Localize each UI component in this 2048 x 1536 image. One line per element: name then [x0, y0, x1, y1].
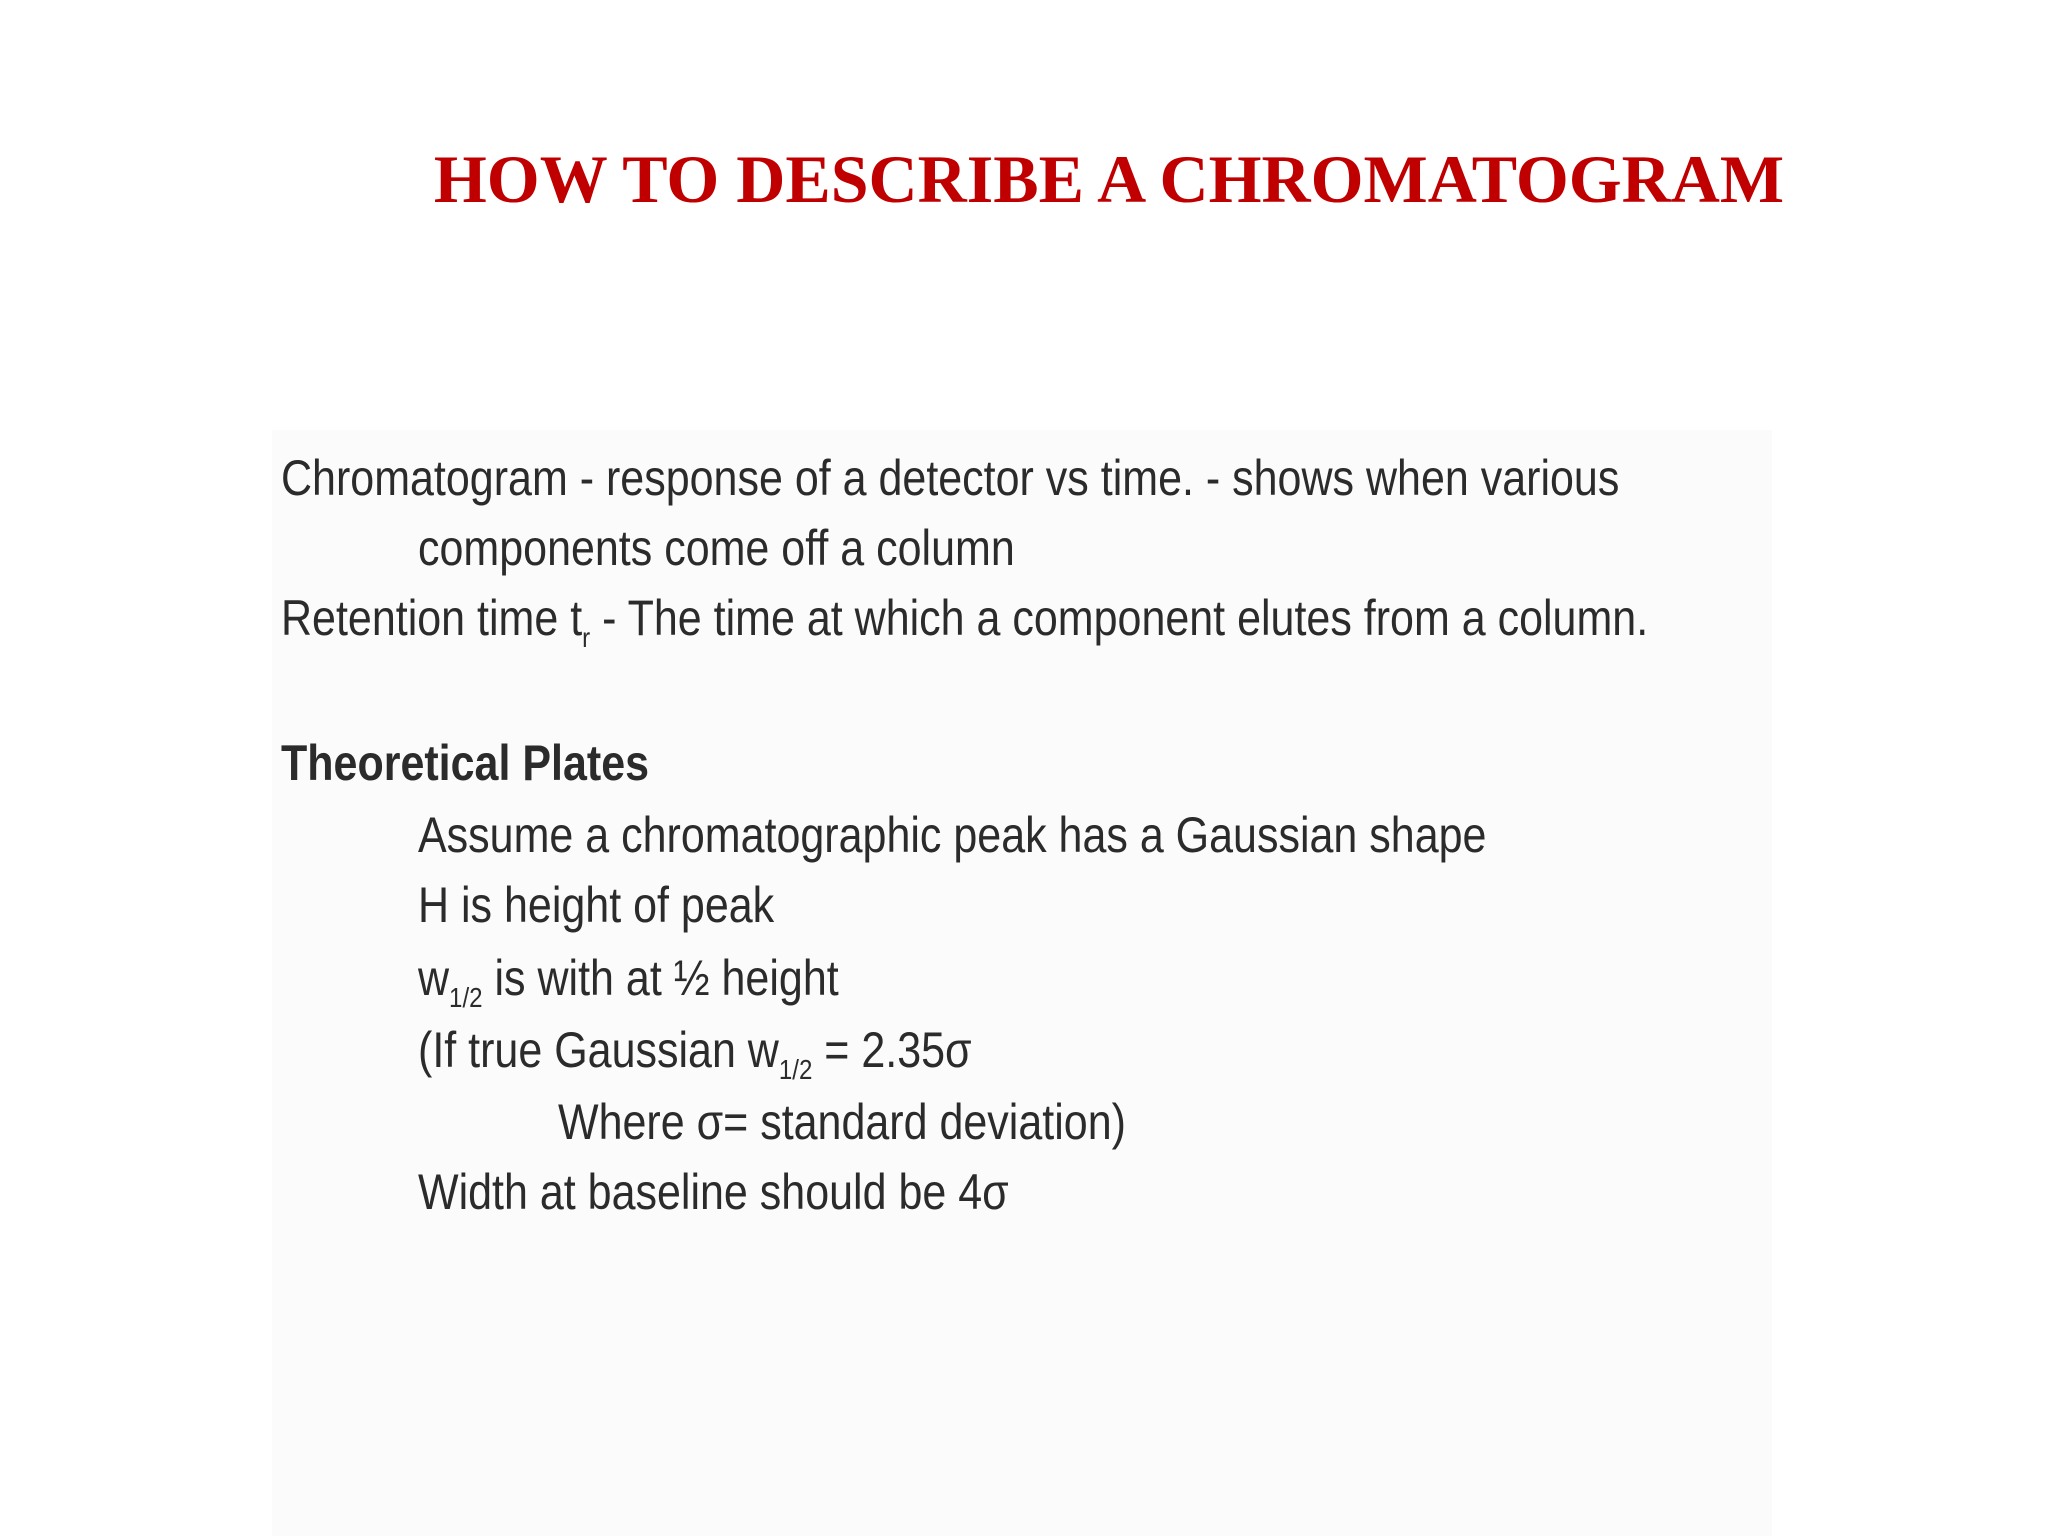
line-standard-deviation: Where σ= standard deviation)	[558, 1094, 1126, 1150]
w-half-prefix: w	[418, 950, 450, 1006]
true-gaussian-suffix: = 2.35σ	[812, 1022, 972, 1078]
line-height-of-peak: H is height of peak	[418, 877, 775, 933]
section-heading-theoretical-plates: Theoretical Plates	[281, 735, 650, 791]
line-chromatogram-definition: Chromatogram - response of a detector vs time. - shows when various	[281, 450, 1620, 506]
line-retention-time	[281, 588, 1649, 653]
retention-time-suffix: - The time at which a component elutes from a column.	[590, 590, 1649, 646]
line-width-at-baseline: Width at baseline should be 4σ	[418, 1164, 1009, 1220]
retention-time-prefix: Retention time t	[281, 590, 583, 646]
true-gaussian-subscript: 1/2	[778, 1054, 813, 1085]
slide-title: HOW TO DESCRIBE A CHROMATOGRAM	[433, 141, 1785, 217]
true-gaussian-prefix: (If true Gaussian w	[418, 1022, 779, 1078]
line-chromatogram-continuation: components come off a column	[418, 520, 1015, 576]
line-gaussian-assumption: Assume a chromatographic peak has a Gaussian shape	[418, 807, 1487, 863]
w-half-suffix: is with at ½ height	[482, 950, 839, 1006]
line-true-gaussian	[418, 1020, 972, 1085]
retention-time-subscript: r	[582, 622, 591, 653]
w-half-subscript: 1/2	[449, 982, 483, 1013]
line-width-half-height	[418, 948, 839, 1013]
